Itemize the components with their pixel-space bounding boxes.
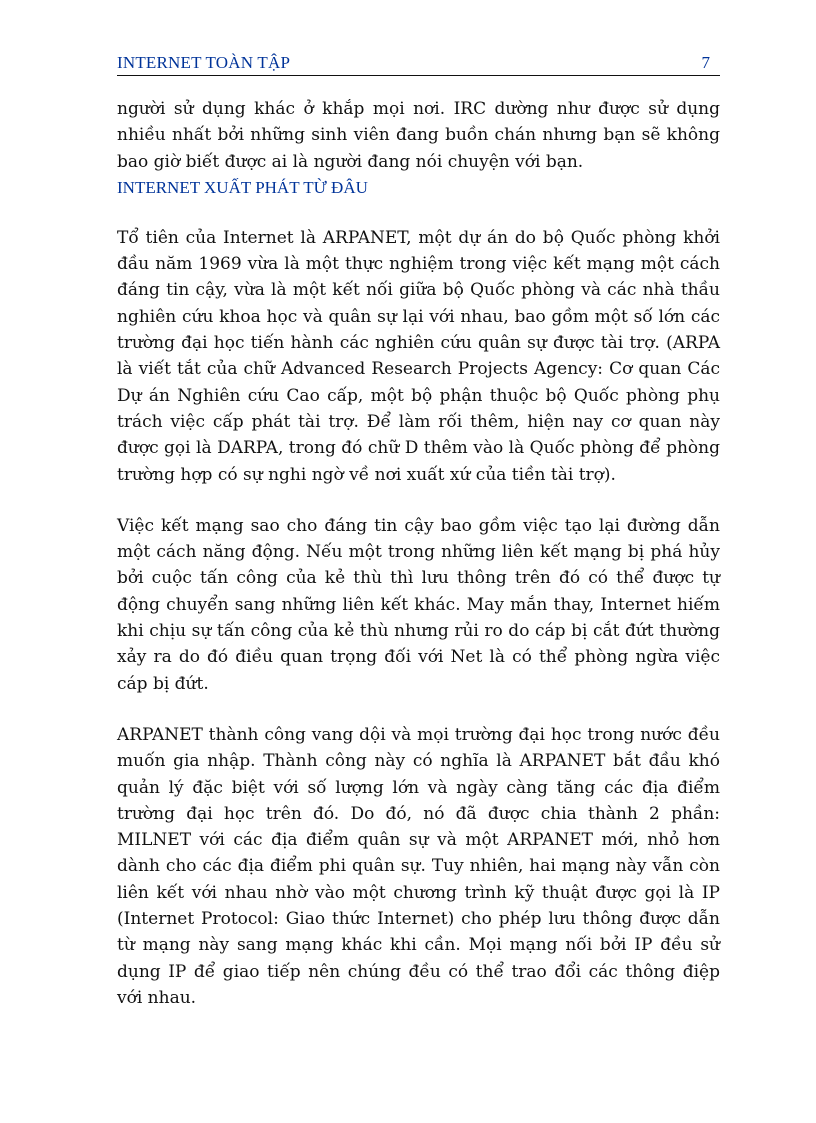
document-page: [117, 0, 720, 1123]
page-content: [117, 96, 720, 1011]
running-header: [117, 52, 720, 76]
header-title: INTERNET TOÀN TẬP: [117, 53, 291, 72]
body-paragraph-2: Việc kết mạng sao cho đáng tin cậy bao gồm việc tạo lại đường dẫn một cách năng động. Nếu một trong những liên kết mạng bị phá hủy bởi cuộc tấn công của kẻ thù thì lưu thông trên đó có thể được tự động chuyển sang những liên kết khác. May mắn thay, Internet hiếm khi chịu sự tấn công của kẻ thù nhưng rủi ro do cáp bị cắt đứt thường xảy ra do đó điều quan trọng đối với Net là có thể phòng ngừa việc cáp bị đứt.: [117, 515, 720, 694]
section-heading: INTERNET XUẤT PHÁT TỪ ĐÂU: [117, 177, 368, 197]
body-paragraph-3: ARPANET thành công vang dội và mọi trường đại học trong nước đều muốn gia nhập. Thành công này có nghĩa là ARPANET bắt đầu khó quản lý đặc biệt với số lượng lớn và ngày càng tăng các địa điểm trường đại học trên đó. Do đó, nó đã được chia thành 2 phần: MILNET với các địa điểm quân sự và một ARPANET mới, nhỏ hơn dành cho các địa điểm phi quân sự. Tuy nhiên, hai mạng này vẫn còn liên kết với nhau nhờ vào một chương trình kỹ thuật được gọi là IP (Internet Protocol: Giao thức Internet) cho phép lưu thông được dẫn từ mạng này sang mạng khác khi cần. Mọi mạng nối bởi IP đều sử dụng IP để giao tiếp nên chúng đều có thể trao đổi các thông điệp với nhau.: [117, 724, 720, 1008]
intro-paragraph: người sử dụng khác ở khắp mọi nơi. IRC dường như được sử dụng nhiều nhất bởi những sinh viên đang buồn chán nhưng bạn sẽ không bao giờ biết được ai là người đang nói chuyện với bạn.: [117, 99, 720, 172]
page-number: 7: [701, 53, 710, 72]
body-paragraph-1: Tổ tiên của Internet là ARPANET, một dự án do bộ Quốc phòng khởi đầu năm 1969 vừa là một thực nghiệm trong việc kết mạng một cách đáng tin cậy, vừa là một kết nối giữa bộ Quốc phòng và các nhà thầu nghiên cứu khoa học và quân sự lại với nhau, bao gồm một số lớn các trường đại học tiến hành các nghiên cứu quân sự được tài trợ. (ARPA là viết tắt của chữ Advanced Research Projects Agency: Cơ quan Các Dự án Nghiên cứu Cao cấp, một bộ phận thuộc bộ Quốc phòng phụ trách việc cấp phát tài trợ. Để làm rối thêm, hiện nay cơ quan này được gọi là DARPA, trong đó chữ D thêm vào là Quốc phòng để phòng trường hợp có sự nghi ngờ về nơi xuất xứ của tiền tài trợ).: [117, 227, 720, 485]
